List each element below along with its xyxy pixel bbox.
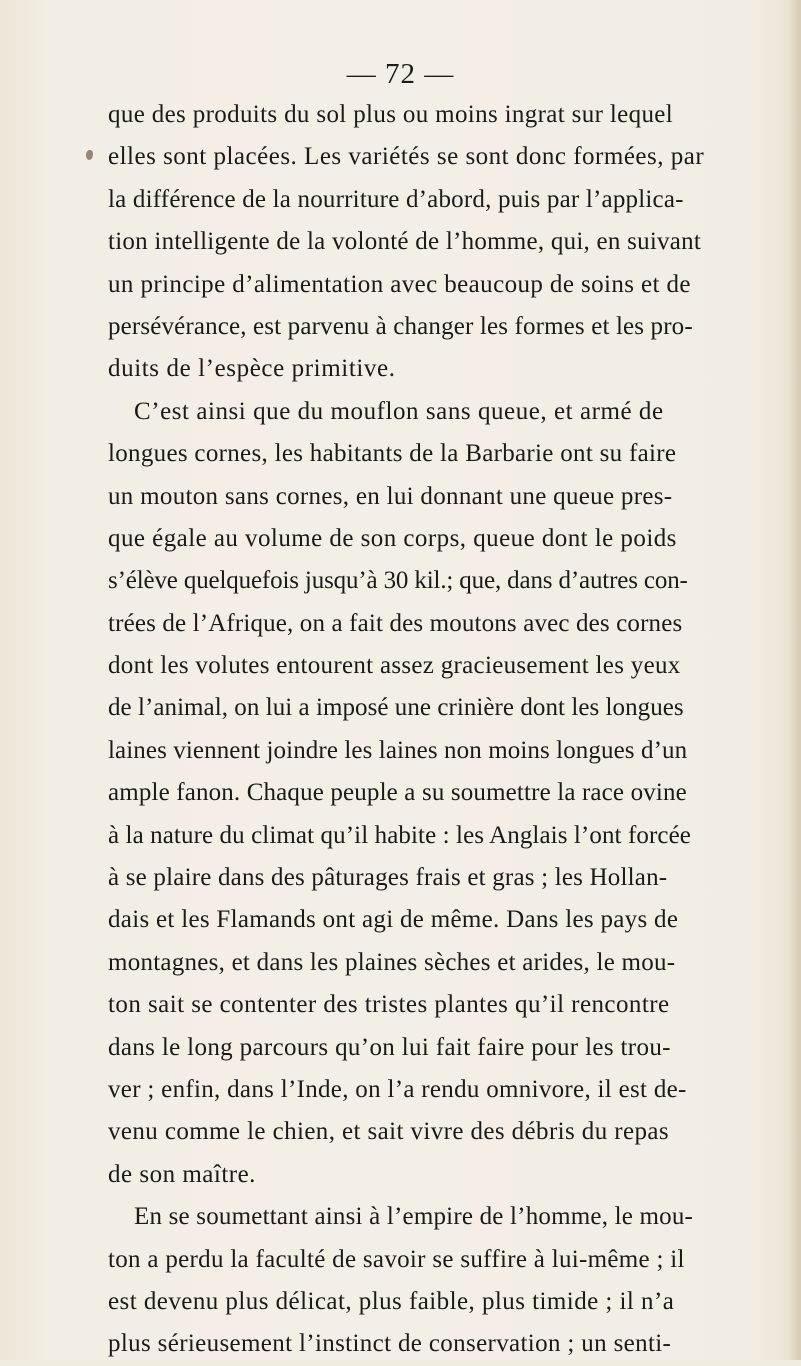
text-line: duits de l’espèce primitive. [108, 355, 396, 383]
text-line: En se soumettant ainsi à l’empire de l’homme, le mou- [134, 1203, 694, 1231]
text-line: est devenu plus délicat, plus faible, plus timide ; il n’a [108, 1287, 675, 1315]
page-number: — 72 — [346, 58, 455, 90]
text-line: un mouton sans cornes, en lui donnant une queue pres- [108, 482, 673, 510]
text-line: laines viennent joindre les laines non moins longues d’un [108, 736, 688, 764]
text-line: ton a perdu la faculté de savoir se suffire à lui-même ; il [108, 1245, 685, 1273]
text-line: que des produits du sol plus ou moins ingrat sur lequel [108, 101, 674, 128]
text-line: dais et les Flamands ont agi de même. Dans les pays de [108, 906, 679, 934]
text-line: trées de l’Afrique, on a fait des moutons avec des cornes [108, 609, 683, 637]
text-line: à la nature du climat qu’il habite : les Anglais l’ont forcée [108, 821, 691, 849]
text-line: elles sont placées. Les variétés se sont donc formées, par [108, 143, 705, 171]
text-line: que égale au volume de son corps, queue dont le poids [108, 524, 677, 552]
text-line: de l’animal, on lui a imposé une crinière dont les longues [108, 694, 684, 722]
ink-spot [86, 150, 93, 160]
text-line: tion intelligente de la volonté de l’homme, qui, en suivant [108, 228, 702, 256]
text-line: dont les volutes entourent assez gracieusement les yeux [108, 652, 681, 680]
text-line: ample fanon. Chaque peuple a su soumettre la race ovine [108, 779, 687, 807]
text-line: C’est ainsi que du mouflon sans queue, et armé de [134, 397, 664, 425]
text-line: montagnes, et dans les plaines sèches et arides, le mou- [108, 948, 676, 976]
body-text [108, 94, 798, 1366]
text-line: persévérance, est parvenu à changer les formes et les pro- [108, 312, 693, 340]
text-line: un principe d’alimentation avec beaucoup de soins et de [108, 270, 691, 298]
text-line: la différence de la nourriture d’abord, puis par l’applica- [108, 185, 684, 213]
text-line: dans le long parcours qu’on lui fait faire pour les trou- [108, 1033, 671, 1061]
text-line: longues cornes, les habitants de la Barbarie ont su faire [108, 440, 677, 468]
text-line: à se plaire dans des pâturages frais et gras ; les Hollan- [108, 864, 668, 892]
text-line: de son maître. [108, 1160, 256, 1188]
text-line: venu comme le chien, et sait vivre des débris du repas [108, 1118, 670, 1146]
text-line: ton sait se contenter des tristes plantes qu’il rencontre [108, 991, 670, 1019]
text-line: plus sérieusement l’instinct de conservation ; un senti- [108, 1330, 672, 1358]
text-line: s’élève quelquefois jusqu’à 30 kil.; que, dans d’autres con- [108, 567, 688, 595]
text-line: ver ; enfin, dans l’Inde, on l’a rendu omnivore, il est de- [108, 1075, 687, 1103]
